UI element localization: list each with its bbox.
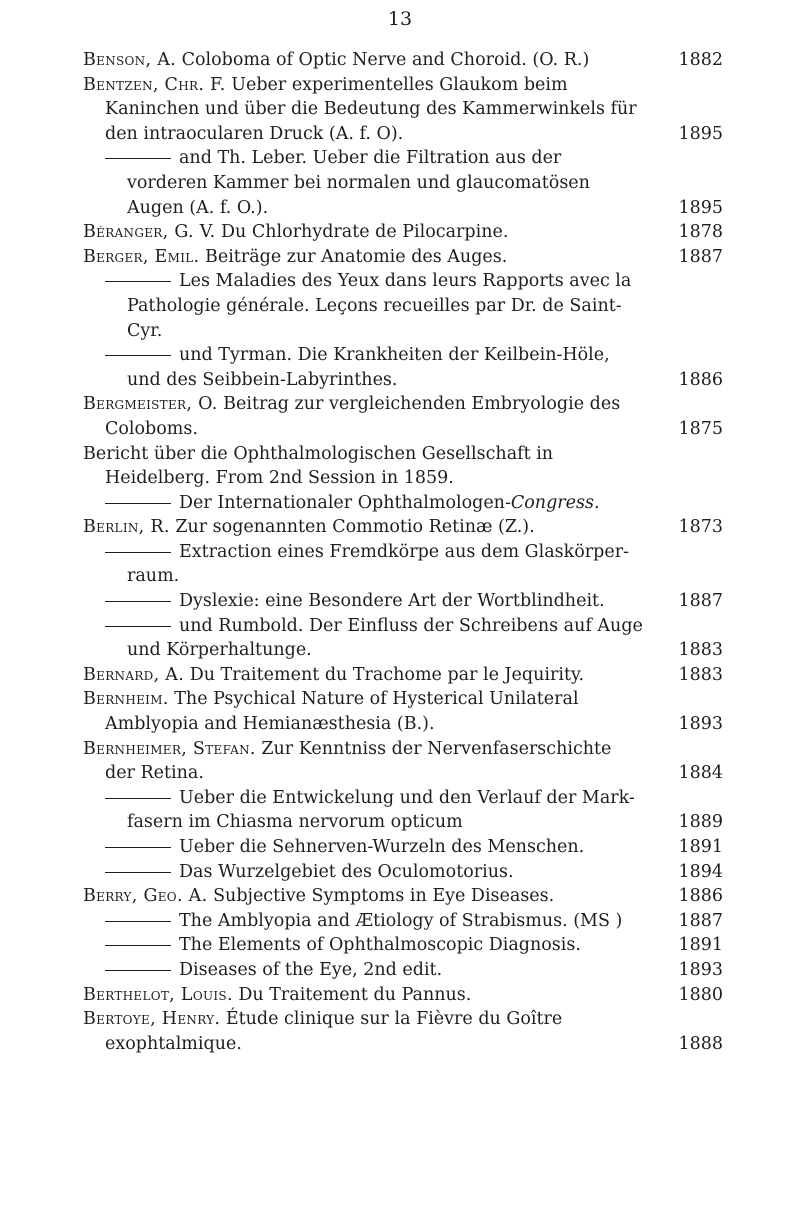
list-item [83,245,723,270]
list-item [83,515,723,540]
entry-title: Der Internationaler Ophthalmologen- [179,492,511,513]
list-item [83,589,723,614]
entry-year: 1891 [678,837,723,857]
list-item [83,48,723,73]
entry-title: Extraction eines Fremdkörpe aus dem Glaskörper-raum. [127,541,629,587]
list-item [83,909,723,934]
entry-year: 1895 [678,197,723,218]
entry-title: Du Chlorhydrate de Pilocarpine. [221,222,509,243]
list-item [83,786,723,835]
entry-title: The Elements of Ophthalmoscopic Diagnosis. [179,935,581,956]
entry-author: Berthelot, Louis. [83,984,233,1005]
entry-year: 1883 [678,664,723,685]
entry-year: 1886 [678,886,723,907]
entry-year: 1882 [678,50,723,70]
entry-title: Du Traitement du Trachome par le Jequirity. [189,664,585,685]
entry-author: Berlin, R. [83,517,170,538]
entry-year: 1895 [678,123,723,144]
entry-author: Benson, A. [83,50,177,70]
ditto-dash [105,798,171,799]
list-item [83,933,723,958]
entry-year: 1886 [678,369,723,390]
entry-author: Bernheimer, Stefan. [83,738,256,759]
entry-author: Bentzen, Chr. F. [83,74,226,95]
entry-author: Béranger, G. V. [83,222,216,243]
entry-title: Das Wurzelgebiet des Oculomotorius. [179,861,514,882]
entry-title-italic: Congress. [510,492,600,513]
ditto-dash [105,552,171,553]
entry-year: 1880 [678,984,723,1005]
entry-year: 1893 [678,714,723,735]
list-item [83,343,723,392]
entry-title: The Amblyopia and Ætiology of Strabismus. (MS ) [179,910,623,931]
list-item [83,687,723,736]
entry-title: Beiträge zur Anatomie des Auges. [204,246,508,267]
entry-year: 1894 [678,861,723,882]
list-item [83,392,723,441]
entry-title: Bericht über die Ophthalmologischen Gesellschaft in Heidelberg. From 2nd Session in 1859. [83,443,554,489]
entry-title: Du Traitement du Pannus. [238,984,472,1005]
page-number: 13 [387,8,413,30]
entry-title: Dyslexie: eine Besondere Art der Wortblindheit. [179,591,605,612]
entry-year: 1893 [678,959,723,980]
list-item [83,663,723,688]
entry-year: 1884 [678,763,723,784]
entry-title: Zur sogenannten Commotio Retinæ (Z.). [175,517,535,538]
entry-author: Berry, Geo. A. [83,886,208,907]
ditto-dash [105,847,171,848]
entry-author: Bernheim. [83,689,169,710]
entry-year: 1888 [678,1033,723,1054]
list-item [83,73,723,147]
entry-year: 1875 [678,418,723,439]
list-item [83,1007,723,1056]
list-item [83,614,723,663]
entry-title: Ueber die Entwickelung und den Verlauf der Mark-fasern im Chiasma nervorum opticum [127,787,635,833]
list-item [83,540,723,589]
ditto-dash [105,503,171,504]
entry-title: Les Maladies des Yeux dans leurs Rapports avec la Pathologie générale. Leçons recueilles par Dr. de Saint-Cyr. [127,271,632,341]
entry-year: 1891 [678,935,723,956]
ditto-dash [105,355,171,356]
entry-author: Berger, Emil. [83,246,200,267]
list-item [83,269,723,343]
entry-title: Coloboma of Optic Nerve and Choroid. (O. R.) [181,50,590,70]
list-item [83,220,723,245]
bibliography-list [83,48,723,1056]
ditto-dash [105,970,171,971]
list-item [83,491,723,516]
entry-title: und Rumbold. Der Einfluss der Schreibens auf Auge und Körperhaltunge. [127,615,643,661]
entry-title: und Tyrman. Die Krankheiten der Keilbein-Höle, und des Seibbein-Labyrinthes. [127,345,610,390]
entry-author: Bernard, A. [83,664,185,685]
entry-title: Diseases of the Eye, 2nd edit. [179,959,443,980]
ditto-dash [105,921,171,922]
list-item [83,442,723,491]
entry-year: 1873 [678,517,723,538]
ditto-dash [105,158,171,159]
entry-title: Zur Kenntniss der Nervenfaserschichte der Retina. [105,738,612,784]
entry-title: Ueber experimentelles Glaukom beim Kaninchen und über die Bedeutung des Kammerwinkels für den intraocularen Druck (A. f. O). [105,74,637,144]
entry-author: Bertoye, Henry. [83,1009,221,1030]
ditto-dash [105,281,171,282]
list-item [83,884,723,909]
entry-title: Beitrag zur vergleichenden Embryologie des Colobоms. [105,394,621,439]
list-item [83,146,723,220]
entry-year: 1887 [678,246,723,267]
entry-year: 1887 [678,591,723,612]
ditto-dash [105,626,171,627]
list-item [83,835,723,860]
entry-year: 1887 [678,910,723,931]
ditto-dash [105,872,171,873]
entry-title: Ueber die Sehnerven-Wurzeln des Menschen. [179,837,585,857]
entry-year: 1883 [678,640,723,661]
entry-author: Bergmeister, O. [83,394,218,415]
ditto-dash [105,945,171,946]
list-item [83,983,723,1008]
entry-year: 1878 [678,222,723,243]
list-item [83,958,723,983]
entry-title: Subjective Symptoms in Eye Diseases. [213,886,555,907]
entry-year: 1889 [678,812,723,833]
entry-title: and Th. Leber. Ueber die Filtration aus der vorderen Kammer bei normalen und glaucomatösen Augen (A. f. O.). [127,148,590,218]
ditto-dash [105,601,171,602]
entry-title: The Psychical Nature of Hysterical Unilateral Amblyopia and Hemianæsthesia (B.). [105,689,579,735]
entry-title: Étude clinique sur la Fièvre du Goître exophtalmique. [105,1009,563,1054]
list-item [83,860,723,885]
list-item [83,737,723,786]
